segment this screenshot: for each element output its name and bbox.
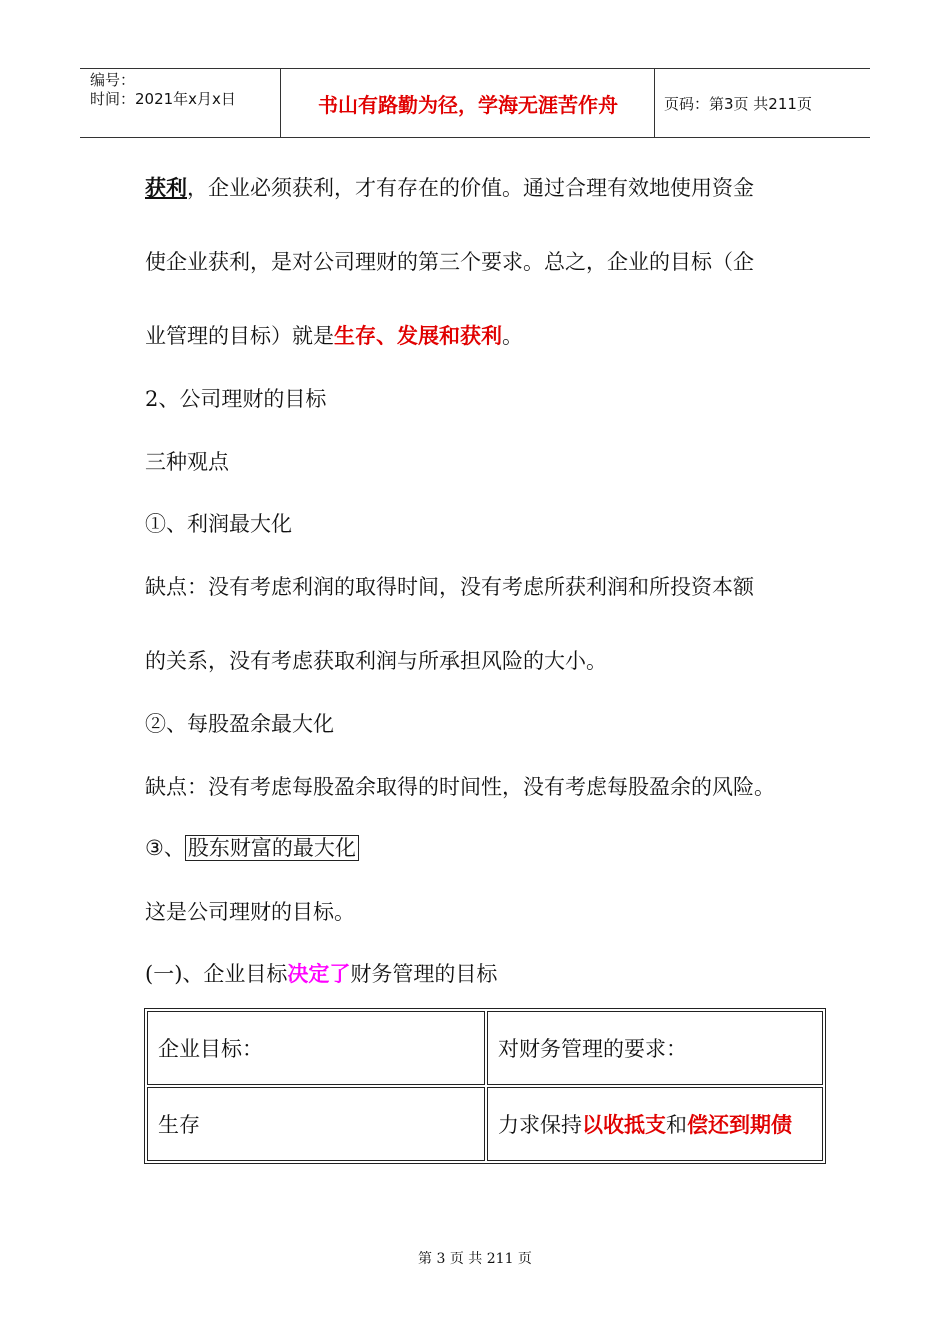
table-header-cell: 企业目标： bbox=[147, 1011, 485, 1085]
text: ③、 bbox=[145, 836, 185, 860]
highlight-red: 偿还到期债 bbox=[687, 1112, 792, 1137]
header-meta bbox=[90, 71, 236, 109]
time-label: 时间：2021年x月x日 bbox=[90, 90, 236, 108]
table-cell: 生存 bbox=[147, 1087, 485, 1161]
goals-table bbox=[144, 1008, 826, 1164]
text: 力求保持 bbox=[498, 1113, 582, 1137]
header-divider bbox=[280, 69, 281, 137]
paragraph-line bbox=[145, 958, 497, 988]
table-row bbox=[147, 1087, 823, 1161]
number-label: 编号： bbox=[90, 71, 136, 89]
header-page-info: 页码：第3页 共211页 bbox=[664, 94, 812, 113]
highlight-magenta: 决定了 bbox=[287, 961, 351, 986]
text: 业管理的目标）就是 bbox=[145, 324, 334, 348]
paragraph-line bbox=[145, 320, 523, 350]
list-item: ②、每股盈余最大化 bbox=[145, 712, 334, 736]
paragraph-line: 这是公司理财的目标。 bbox=[145, 900, 355, 924]
highlight-red: 以收抵支 bbox=[582, 1112, 666, 1137]
page-header bbox=[80, 68, 870, 138]
highlight-red: 生存、发展和获利 bbox=[334, 323, 502, 348]
paragraph-line: 使企业获利，是对公司理财的第三个要求。总之，企业的目标（企 bbox=[145, 250, 754, 274]
paragraph-line: 三种观点 bbox=[145, 450, 229, 474]
text: 。 bbox=[502, 324, 523, 348]
section-heading: 2、公司理财的目标 bbox=[145, 387, 327, 411]
paragraph-line: 缺点：没有考虑利润的取得时间，没有考虑所获利润和所投资本额 bbox=[145, 575, 754, 599]
paragraph-line: 的关系，没有考虑获取利润与所承担风险的大小。 bbox=[145, 649, 607, 673]
header-motto: 书山有路勤为径，学海无涯苦作舟 bbox=[318, 92, 618, 117]
table-cell bbox=[487, 1087, 823, 1161]
table-header-cell: 对财务管理的要求： bbox=[487, 1011, 823, 1085]
paragraph-line bbox=[145, 172, 754, 202]
header-divider bbox=[654, 69, 655, 137]
list-item: ①、利润最大化 bbox=[145, 512, 292, 536]
term-profit: 获利 bbox=[145, 175, 187, 200]
text: (一)、企业目标 bbox=[145, 962, 288, 986]
boxed-term: 股东财富的最大化 bbox=[185, 835, 359, 861]
table-row bbox=[147, 1011, 823, 1085]
list-item bbox=[145, 832, 359, 862]
page-footer: 第 3 页 共 211 页 bbox=[418, 1251, 532, 1267]
text: ，企业必须获利，才有存在的价值。通过合理有效地使用资金 bbox=[187, 176, 754, 200]
paragraph-line: 缺点：没有考虑每股盈余取得的时间性，没有考虑每股盈余的风险。 bbox=[145, 775, 775, 799]
text: 财务管理的目标 bbox=[350, 962, 498, 986]
text: 和 bbox=[666, 1113, 687, 1137]
